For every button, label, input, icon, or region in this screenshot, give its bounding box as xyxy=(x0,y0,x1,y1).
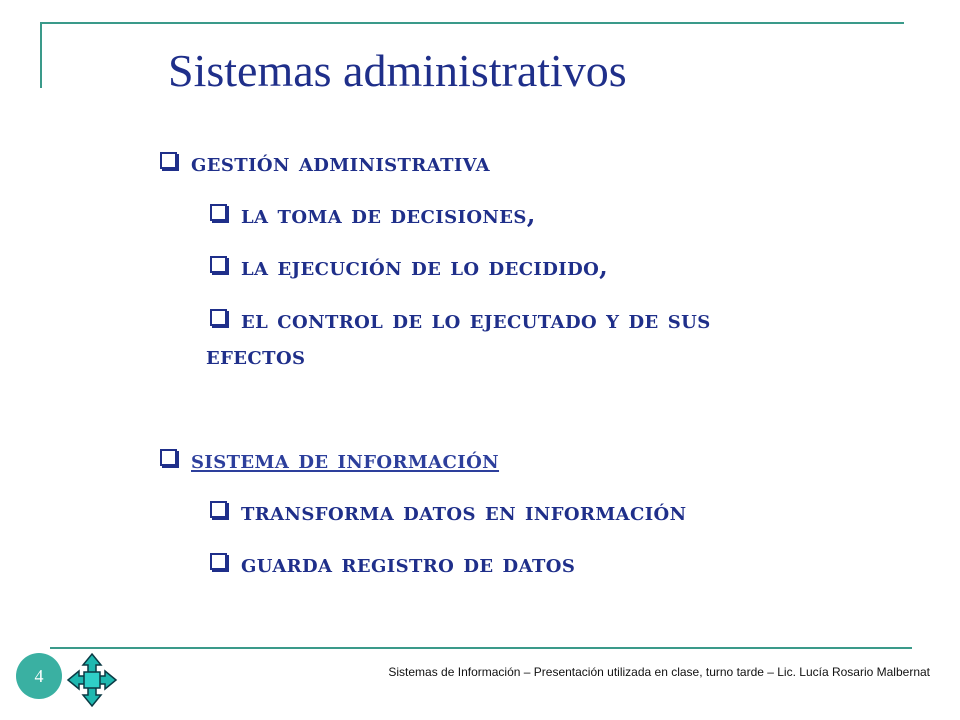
sistema-informacion-link[interactable]: sistema de información xyxy=(191,445,500,474)
checkbox-bullet-icon xyxy=(210,553,227,570)
checkbox-bullet-icon xyxy=(210,309,227,326)
bullet-label: la ejecución de lo decidido, xyxy=(241,252,609,281)
bullet-sistema-informacion[interactable] xyxy=(160,445,499,474)
navigation-arrows-icon[interactable] xyxy=(66,652,118,708)
bullet-gestion-administrativa xyxy=(160,148,490,177)
bullet-label: gestión administrativa xyxy=(191,148,491,177)
bullet-label: la toma de decisiones, xyxy=(241,200,536,229)
checkbox-bullet-icon xyxy=(210,204,227,221)
bullet-control-continuation: efectos xyxy=(206,341,306,370)
bullet-label: el control de lo ejecutado y de sus xyxy=(241,305,711,334)
bullet-toma-decisiones xyxy=(210,200,536,229)
footer-divider xyxy=(50,647,912,649)
checkbox-bullet-icon xyxy=(210,501,227,518)
page-number: 4 xyxy=(34,665,44,686)
bullet-label: guarda registro de datos xyxy=(241,549,576,578)
bullet-transforma xyxy=(210,497,687,526)
checkbox-bullet-icon xyxy=(210,256,227,273)
left-border-line xyxy=(40,22,42,88)
top-border-line xyxy=(40,22,904,24)
slide-title: Sistemas administrativos xyxy=(168,45,627,96)
bullet-label: transforma datos en información xyxy=(241,497,687,526)
bullet-ejecucion xyxy=(210,252,608,281)
footer-caption: Sistemas de Información – Presentación utilizada en clase, turno tarde – Lic. Lucía Rosario Malbernat xyxy=(388,665,930,679)
checkbox-bullet-icon xyxy=(160,449,177,466)
page-number-badge xyxy=(16,653,62,699)
bullet-control xyxy=(210,305,711,334)
checkbox-bullet-icon xyxy=(160,152,177,169)
bullet-guarda xyxy=(210,549,575,578)
